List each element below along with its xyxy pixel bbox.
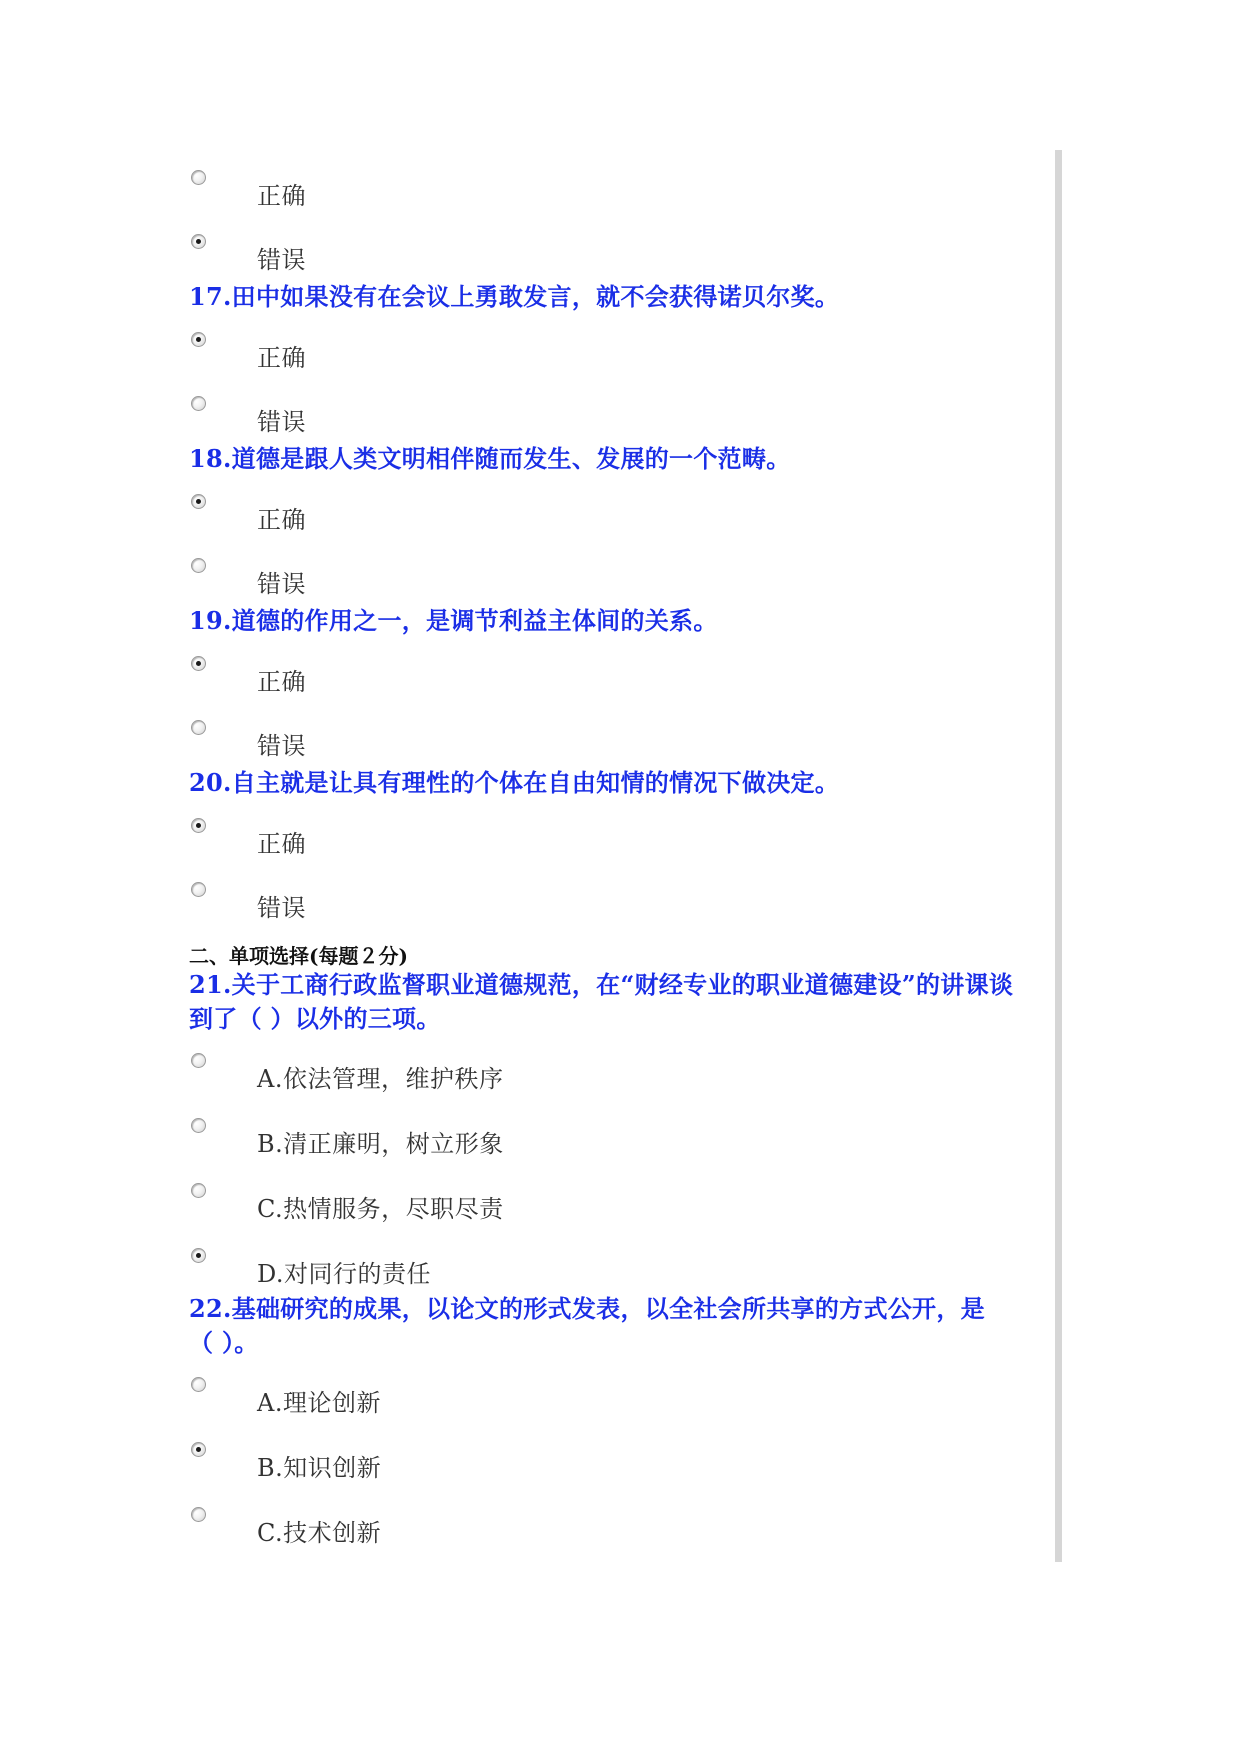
option-label: 正确: [257, 668, 306, 696]
option-label: A.依法管理，维护秩序: [257, 1065, 504, 1093]
option-q16-wrong[interactable]: [191, 234, 971, 274]
option-label: 正确: [257, 344, 306, 372]
radio-button-selected[interactable]: [191, 656, 206, 671]
option-q19-wrong[interactable]: [191, 720, 971, 760]
question-text: 自主就是让具有理性的个体在自由知情的情况下做决定。: [231, 768, 840, 797]
option-label: 错误: [257, 408, 306, 436]
question-20: [189, 766, 839, 800]
question-number: 17.: [189, 282, 232, 311]
question-text: 田中如果没有在会议上勇敢发言，就不会获得诺贝尔奖。: [231, 282, 840, 311]
radio-button[interactable]: [191, 170, 206, 185]
question-text-line2: （ ）。: [189, 1328, 259, 1357]
radio-button[interactable]: [191, 1118, 206, 1133]
option-label: D.对同行的责任: [257, 1260, 432, 1288]
radio-button-selected[interactable]: [191, 1442, 206, 1457]
radio-button[interactable]: [191, 396, 206, 411]
option-q17-correct[interactable]: [191, 332, 971, 372]
question-text-line2: 到了（ ）以外的三项。: [189, 1004, 441, 1033]
option-q21-d[interactable]: [191, 1248, 971, 1288]
option-q21-a[interactable]: [191, 1053, 971, 1093]
question-18: [189, 442, 791, 476]
option-q18-correct[interactable]: [191, 494, 971, 534]
radio-button-selected[interactable]: [191, 1248, 206, 1263]
option-q18-wrong[interactable]: [191, 558, 971, 598]
radio-button[interactable]: [191, 882, 206, 897]
question-text-line1: 基础研究的成果，以论文的形式发表，以全社会所共享的方式公开，是: [231, 1294, 985, 1323]
question-text: 道德的作用之一，是调节利益主体间的关系。: [231, 606, 718, 635]
option-q22-c[interactable]: [191, 1507, 971, 1547]
option-label: C.技术创新: [257, 1519, 382, 1547]
option-q22-b[interactable]: [191, 1442, 971, 1482]
option-label: 错误: [257, 246, 306, 274]
option-q20-wrong[interactable]: [191, 882, 971, 922]
option-q21-b[interactable]: [191, 1118, 971, 1158]
option-label: 正确: [257, 182, 306, 210]
radio-button-selected[interactable]: [191, 234, 206, 249]
radio-button[interactable]: [191, 1377, 206, 1392]
option-label: B.知识创新: [257, 1454, 382, 1482]
question-number: 22.: [189, 1294, 232, 1323]
question-text: 道德是跟人类文明相伴随而发生、发展的一个范畴。: [231, 444, 791, 473]
option-label: C.热情服务，尽职尽责: [257, 1195, 504, 1223]
question-number: 19.: [189, 606, 232, 635]
question-17: [189, 280, 839, 314]
option-label: 错误: [257, 732, 306, 760]
radio-button-selected[interactable]: [191, 332, 206, 347]
question-number: 21.: [189, 970, 232, 999]
radio-button-selected[interactable]: [191, 494, 206, 509]
question-text-line1: 关于工商行政监督职业道德规范，在“财经专业的职业道德建设”的讲课谈: [231, 970, 1014, 999]
option-label: A.理论创新: [257, 1389, 381, 1417]
option-q17-wrong[interactable]: [191, 396, 971, 436]
section-title: 二、单项选择(每题２分): [189, 944, 408, 968]
radio-button[interactable]: [191, 1507, 206, 1522]
option-label: 正确: [257, 830, 306, 858]
option-label: 错误: [257, 894, 306, 922]
option-q21-c[interactable]: [191, 1183, 971, 1223]
option-label: B.清正廉明，树立形象: [257, 1130, 504, 1158]
option-label: 错误: [257, 570, 306, 598]
radio-button[interactable]: [191, 720, 206, 735]
question-number: 18.: [189, 444, 232, 473]
question-21: [189, 968, 1013, 1036]
question-22: [189, 1292, 985, 1360]
option-q16-correct[interactable]: [191, 170, 971, 210]
question-number: 20.: [189, 768, 232, 797]
option-q19-correct[interactable]: [191, 656, 971, 696]
radio-button[interactable]: [191, 1053, 206, 1068]
radio-button-selected[interactable]: [191, 818, 206, 833]
radio-button[interactable]: [191, 1183, 206, 1198]
option-label: 正确: [257, 506, 306, 534]
option-q20-correct[interactable]: [191, 818, 971, 858]
option-q22-a[interactable]: [191, 1377, 971, 1417]
question-19: [189, 604, 718, 638]
radio-button[interactable]: [191, 558, 206, 573]
